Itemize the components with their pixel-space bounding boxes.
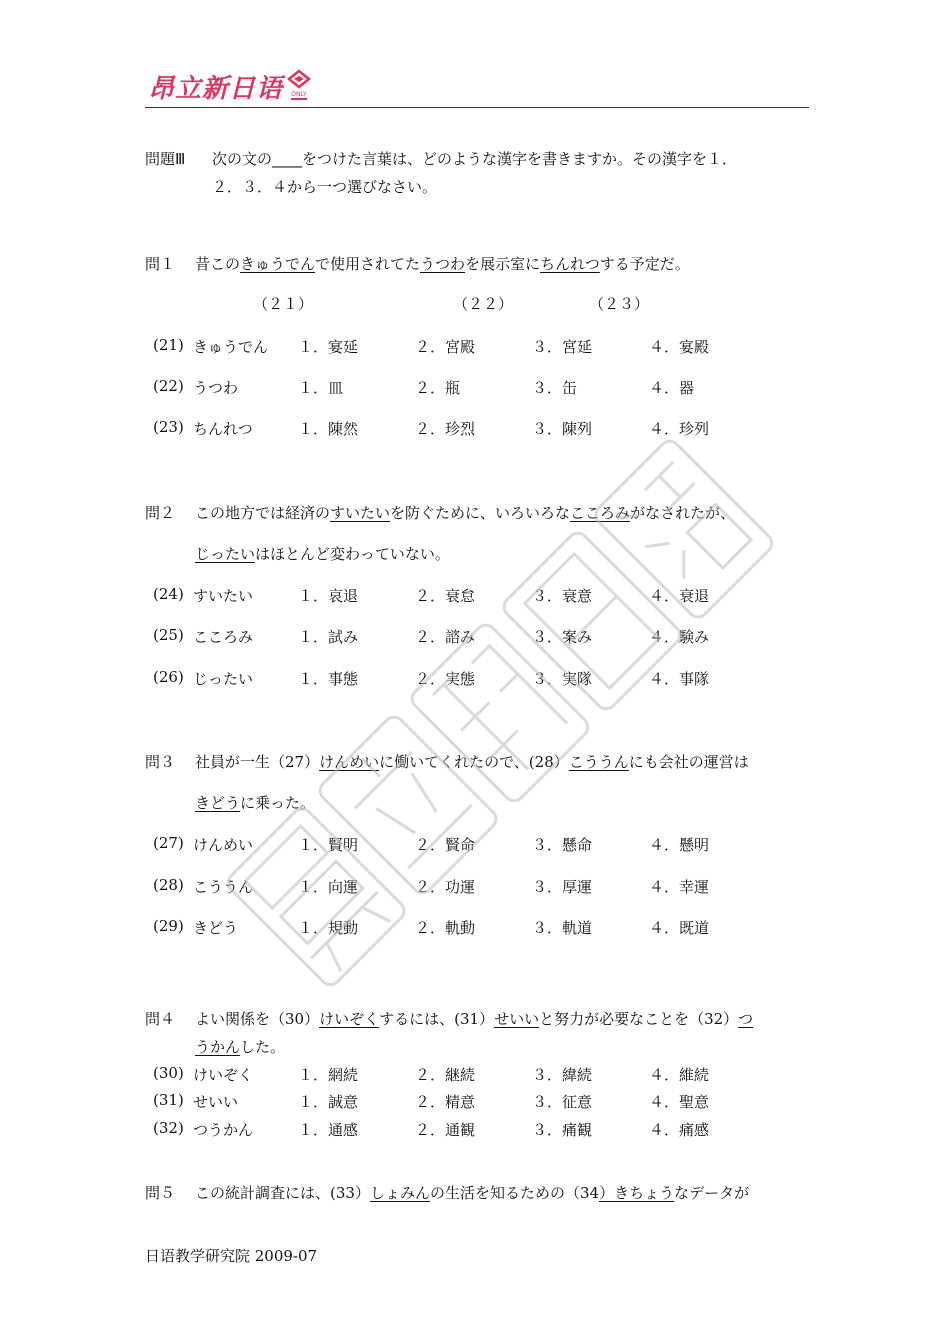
- item-reading: こううん: [193, 878, 254, 896]
- option-4[interactable]: ４．懸明: [649, 836, 710, 854]
- option-1[interactable]: １．皿: [298, 379, 344, 397]
- logo-mark-icon: [287, 69, 311, 103]
- option-3[interactable]: ３．厚運: [532, 878, 593, 896]
- option-3[interactable]: ３．緯続: [532, 1066, 593, 1084]
- option-2[interactable]: ２．衰怠: [415, 587, 476, 605]
- item-reading: けいぞく: [193, 1066, 254, 1084]
- option-2[interactable]: ２．実態: [415, 670, 476, 688]
- item-reading: けんめい: [193, 836, 254, 854]
- option-4[interactable]: ４．既道: [649, 919, 710, 937]
- option-2[interactable]: ２．賢命: [415, 836, 476, 854]
- answer-row: [145, 876, 810, 896]
- option-1[interactable]: １．網続: [298, 1066, 359, 1084]
- option-3[interactable]: ３．軌道: [532, 919, 593, 937]
- question-sentence: 昔このきゅうでんで使用されてたうつわを展示室にちんれつする予定だ。: [195, 255, 690, 273]
- option-4[interactable]: ４．珍列: [649, 420, 710, 438]
- item-reading: きどう: [193, 919, 239, 937]
- logo-text: 昂立新日语: [148, 73, 284, 104]
- marker-21: （２１）: [253, 295, 314, 313]
- question-number: 問４: [145, 1010, 176, 1028]
- answer-row: [145, 834, 810, 854]
- question-sentence: この統計調査には、(33）しょみんの生活を知るための（34）きちょうなデータが: [195, 1184, 750, 1202]
- option-4[interactable]: ４．聖意: [649, 1093, 710, 1111]
- header-divider: [145, 107, 809, 108]
- item-reading: ちんれつ: [193, 420, 253, 438]
- option-4[interactable]: ４．維続: [649, 1066, 710, 1084]
- item-number: (31): [153, 1091, 184, 1109]
- option-4[interactable]: ４．事隊: [649, 670, 710, 688]
- question-number: 問５: [145, 1184, 176, 1202]
- option-3[interactable]: ３．痛観: [532, 1121, 593, 1139]
- option-2[interactable]: ２．瓶: [415, 379, 461, 397]
- question-number: 問３: [145, 753, 176, 771]
- instruction-line2: ２．３．４から一つ選びなさい。: [212, 178, 438, 196]
- option-4[interactable]: ４．痛感: [649, 1121, 710, 1139]
- question-sentence-cont: うかんした。: [195, 1038, 286, 1056]
- marker-23: （２３）: [589, 295, 650, 313]
- question-number: 問１: [145, 255, 176, 273]
- item-reading: きゅうでん: [193, 338, 269, 356]
- question-sentence-cont: じったいはほとんど変わっていない。: [195, 545, 450, 563]
- option-3[interactable]: ３．案み: [532, 628, 593, 646]
- option-3[interactable]: ３．衰意: [532, 587, 593, 605]
- option-4[interactable]: ４．験み: [649, 628, 710, 646]
- item-number: (26): [153, 668, 184, 686]
- option-4[interactable]: ４．宴殿: [649, 338, 710, 356]
- item-number: (25): [153, 626, 184, 644]
- logo-sub: ONLY: [291, 91, 307, 98]
- option-2[interactable]: ２．功運: [415, 878, 476, 896]
- option-3[interactable]: ３．征意: [532, 1093, 593, 1111]
- answer-row: [145, 418, 810, 438]
- item-reading: うつわ: [193, 379, 239, 397]
- item-reading: じったい: [193, 670, 254, 688]
- option-3[interactable]: ３．宮延: [532, 338, 593, 356]
- answer-row: [145, 917, 810, 937]
- option-1[interactable]: １．陳然: [298, 420, 359, 438]
- item-reading: こころみ: [193, 628, 254, 646]
- answer-row: [145, 377, 810, 397]
- item-reading: つうかん: [193, 1121, 254, 1139]
- option-2[interactable]: ２．珍烈: [415, 420, 476, 438]
- question-number: 問２: [145, 504, 176, 522]
- question-sentence: よい関係を（30）けいぞくするには、(31）せいいと努力が必要なことを（32）つ: [195, 1010, 754, 1028]
- answer-row: [145, 1064, 810, 1084]
- item-number: (24): [153, 585, 184, 603]
- item-number: (23): [153, 418, 184, 436]
- option-4[interactable]: ４．衰退: [649, 587, 710, 605]
- answer-row: [145, 1091, 810, 1111]
- option-3[interactable]: ３．陳列: [532, 420, 593, 438]
- item-number: (30): [153, 1064, 184, 1082]
- question-sentence-cont: きどうに乗った。: [195, 794, 316, 812]
- instruction-line1: 次の文の____をつけた言葉は、どのような漢字を書きますか。その漢字を１．: [212, 150, 738, 168]
- option-2[interactable]: ２．諮み: [415, 628, 476, 646]
- option-1[interactable]: １．向運: [298, 878, 359, 896]
- option-2[interactable]: ２．精意: [415, 1093, 476, 1111]
- option-2[interactable]: ２．軌動: [415, 919, 476, 937]
- option-4[interactable]: ４．幸運: [649, 878, 710, 896]
- option-1[interactable]: １．宴延: [298, 338, 359, 356]
- answer-row: [145, 336, 810, 356]
- question-sentence: この地方では経済のすいたいを防ぐために、いろいろなこころみがなされたが、: [195, 504, 736, 522]
- option-3[interactable]: ３．実隊: [532, 670, 593, 688]
- logo: [148, 66, 311, 106]
- question-sentence: 社員が一生（27）けんめいに働いてくれたので、(28）こううんにも会社の運営は: [195, 753, 749, 771]
- option-1[interactable]: １．事態: [298, 670, 359, 688]
- option-1[interactable]: １．哀退: [298, 587, 359, 605]
- item-number: (21): [153, 336, 184, 354]
- option-3[interactable]: ３．缶: [532, 379, 578, 397]
- answer-row: [145, 1119, 810, 1139]
- answer-row: [145, 585, 810, 605]
- instruction-label: 問題Ⅲ: [145, 150, 186, 168]
- marker-22: （２２）: [453, 295, 514, 313]
- item-number: (27): [153, 834, 184, 852]
- footer: 日语教学研究院 2009-07: [145, 1247, 318, 1265]
- item-number: (32): [153, 1119, 184, 1137]
- option-2[interactable]: ２．継続: [415, 1066, 476, 1084]
- option-1[interactable]: １．誠意: [298, 1093, 359, 1111]
- option-2[interactable]: ２．通観: [415, 1121, 476, 1139]
- option-3[interactable]: ３．懸命: [532, 836, 593, 854]
- option-1[interactable]: １．賢明: [298, 836, 359, 854]
- option-1[interactable]: １．規動: [298, 919, 359, 937]
- option-2[interactable]: ２．宮殿: [415, 338, 476, 356]
- item-number: (28): [153, 876, 184, 894]
- option-1[interactable]: １．通感: [298, 1121, 359, 1139]
- item-number: (29): [153, 917, 184, 935]
- item-reading: すいたい: [193, 587, 254, 605]
- option-1[interactable]: １．試み: [298, 628, 359, 646]
- item-number: (22): [153, 377, 184, 395]
- item-reading: せいい: [193, 1093, 239, 1111]
- answer-row: [145, 626, 810, 646]
- option-4[interactable]: ４．器: [649, 379, 695, 397]
- answer-row: [145, 668, 810, 688]
